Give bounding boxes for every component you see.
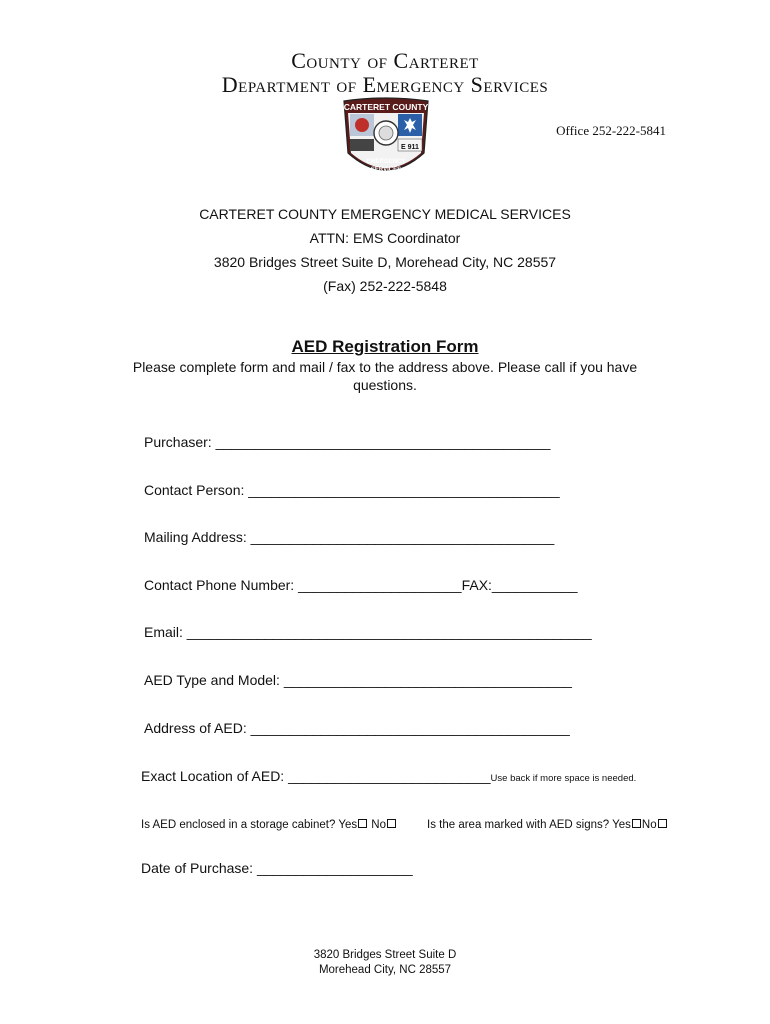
aed-signs-question: [427, 819, 668, 831]
exact-location-row: [141, 768, 636, 784]
exact-location-field[interactable]: Exact Location of AED: __________________________: [141, 768, 491, 784]
department-title: Department of Emergency Services: [221, 72, 549, 97]
carteret-county-ems-logo: [342, 97, 430, 181]
storage-cabinet-question-text: Is AED enclosed in a storage cabinet? Yes: [141, 819, 358, 831]
aed-signs-no-label: No: [641, 819, 657, 831]
contact-phone-fax-field[interactable]: Contact Phone Number: _____________________FAX:___________: [144, 577, 578, 593]
instructions-line-2: questions.: [353, 377, 417, 393]
address-line-1: CARTERET COUNTY EMERGENCY MEDICAL SERVICES: [199, 206, 571, 222]
office-phone: Office 252-222-5841: [556, 123, 666, 138]
address-line-2: ATTN: EMS Coordinator: [309, 230, 461, 246]
exact-location-note: Use back if more space is needed.: [490, 773, 637, 784]
county-title: County of Carteret: [291, 48, 479, 73]
aed-signs-no-checkbox[interactable]: [658, 819, 667, 828]
aed-signs-yes-checkbox[interactable]: [632, 819, 641, 828]
date-of-purchase-field[interactable]: Date of Purchase: ____________________: [141, 860, 413, 876]
form-title: AED Registration Form: [291, 337, 479, 356]
footer-address-line-2: Morehead City, NC 28557: [318, 964, 452, 976]
aed-type-model-field[interactable]: AED Type and Model: _____________________________________: [144, 672, 572, 688]
storage-cabinet-no-label: No: [371, 819, 386, 831]
contact-person-field[interactable]: Contact Person: ________________________________________: [144, 482, 560, 498]
storage-cabinet-question: [141, 819, 397, 831]
purchaser-field[interactable]: Purchaser: ___________________________________________: [144, 434, 551, 450]
footer-address-line-1: 3820 Bridges Street Suite D: [313, 949, 457, 961]
storage-cabinet-yes-checkbox[interactable]: [358, 819, 367, 828]
aed-signs-question-text: Is the area marked with AED signs? Yes: [427, 819, 631, 831]
logo-e911-text: E 911: [401, 144, 419, 151]
address-line-3: 3820 Bridges Street Suite D, Morehead City, NC 28557: [213, 254, 557, 270]
email-field[interactable]: Email: ____________________________________________________: [144, 624, 592, 640]
logo-bottom-text-1: EMERGENCY: [366, 159, 406, 165]
fax-line: (Fax) 252-222-5848: [323, 278, 447, 294]
logo-bottom-text-2: SERVICES: [370, 167, 402, 173]
aed-address-field[interactable]: Address of AED: _________________________________________: [144, 720, 570, 736]
logo-top-text: CARTERET COUNTY: [343, 102, 429, 112]
mailing-address-field[interactable]: Mailing Address: _______________________________________: [144, 529, 555, 545]
instructions-line-1: Please complete form and mail / fax to the address above. Please call if you have: [132, 359, 638, 375]
storage-cabinet-no-checkbox[interactable]: [387, 819, 396, 828]
